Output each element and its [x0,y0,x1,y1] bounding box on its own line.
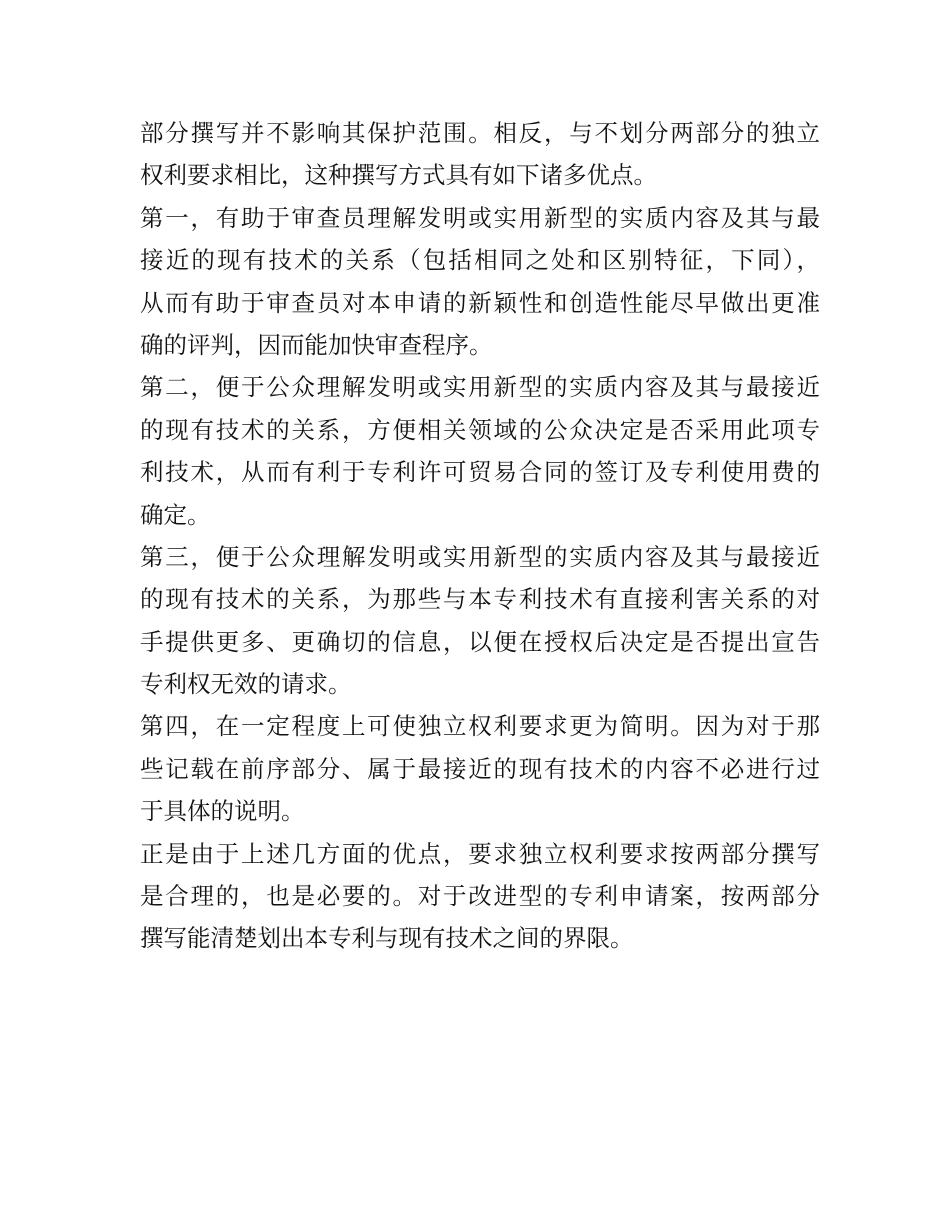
text-line: 第一，有助于审查员理解发明或实用新型的实质内容及其与最 [140,203,820,232]
text-line: 手提供更多、更确切的信息，以便在授权后决定是否提出宣告 [140,627,820,656]
text-line: 权利要求相比，这种撰写方式具有如下诸多优点。 [140,161,657,190]
paragraph-fourth-advantage [140,705,820,832]
document-body [140,112,820,960]
text-line: 第二，便于公众理解发明或实用新型的实质内容及其与最接近 [140,373,820,402]
paragraph-third-advantage [140,536,820,706]
text-line: 接近的现有技术的关系（包括相同之处和区别特征，下同）， [140,246,820,275]
text-line: 第三，便于公众理解发明或实用新型的实质内容及其与最接近 [140,542,820,571]
text-line: 部分撰写并不影响其保护范围。相反，与不划分两部分的独立 [140,119,820,147]
text-line: 第四，在一定程度上可使独立权利要求更为简明。因为对于那 [140,712,820,741]
text-line: 的现有技术的关系，方便相关领域的公众决定是否采用此项专 [140,415,820,444]
paragraph-conclusion [140,833,820,960]
text-line: 从而有助于审查员对本申请的新颖性和创造性能尽早做出更准 [140,288,820,317]
text-line: 专利权无效的请求。 [140,670,352,699]
text-line: 的现有技术的关系，为那些与本专利技术有直接利害关系的对 [140,585,820,614]
text-line: 是合理的，也是必要的。对于改进型的专利申请案，按两部分 [140,882,820,911]
text-line: 撰写能清楚划出本专利与现有技术之间的界限。 [140,924,634,953]
paragraph-first-advantage [140,197,820,367]
text-line: 些记载在前序部分、属于最接近的现有技术的内容不必进行过 [140,754,820,783]
paragraph-second-advantage [140,366,820,536]
paragraph-intro [140,112,820,197]
text-line: 于具体的说明。 [140,797,305,826]
text-line: 确的评判，因而能加快审查程序。 [140,330,493,359]
text-line: 利技术，从而有利于专利许可贸易合同的签订及专利使用费的 [140,458,820,487]
text-line: 确定。 [140,500,211,529]
text-line: 正是由于上述几方面的优点，要求独立权利要求按两部分撰写 [140,839,820,868]
